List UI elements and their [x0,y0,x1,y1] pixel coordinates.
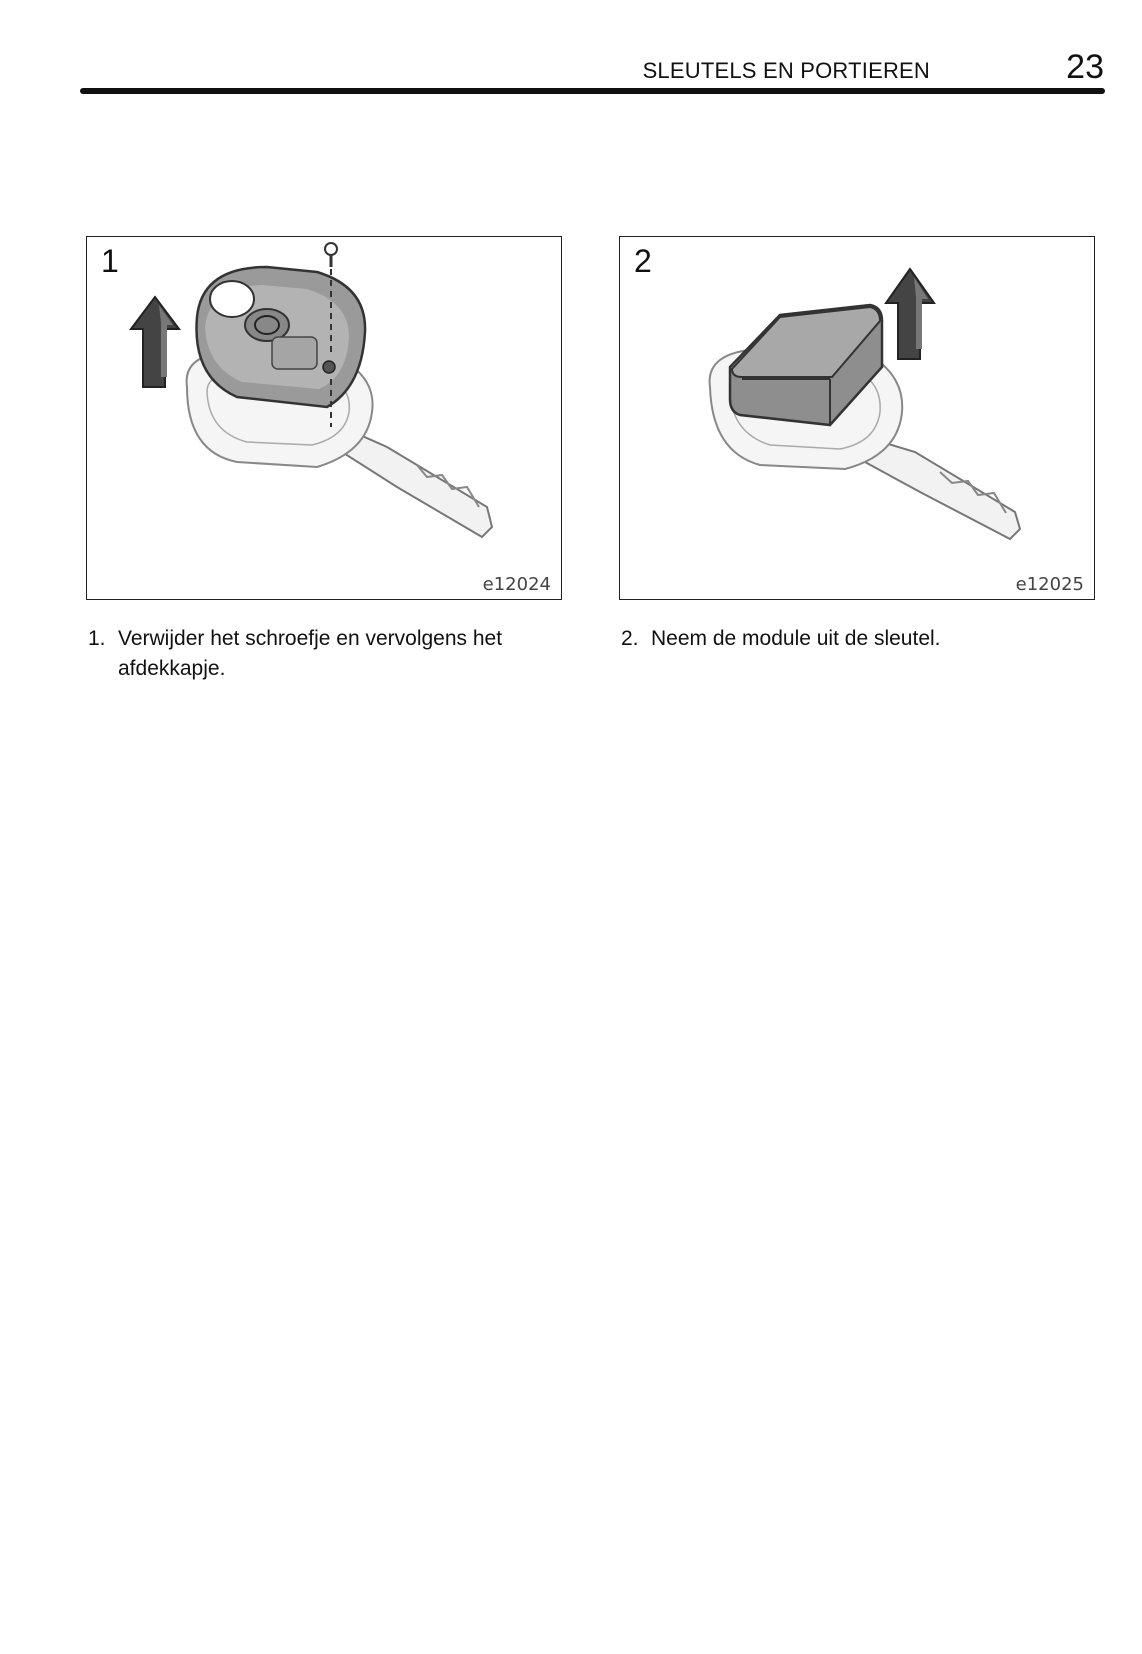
caption-text-continued: afdekkapje. [118,657,226,680]
section-title: SLEUTELS EN PORTIEREN [642,58,930,83]
figure-code: e12024 [482,574,551,595]
caption-2 [621,624,1091,654]
figure-number: 2 [634,243,652,279]
caption-number: 2. [621,627,639,650]
up-arrow-icon [131,297,179,387]
caption-text: Neem de module uit de sleutel. [651,627,941,650]
key-blade [865,437,1020,539]
figure-code: e12025 [1015,574,1084,595]
header-rule [80,88,1105,94]
caption-number: 1. [88,627,106,650]
figure-number: 1 [101,243,119,279]
up-arrow-icon [886,269,934,359]
module-removal-illustration [620,237,1094,599]
key-blade [342,427,492,537]
key-cover-removal-illustration [87,237,561,599]
figure-1 [86,236,562,600]
caption-1 [88,624,558,684]
figure-2 [619,236,1095,600]
page-number: 23 [1066,48,1104,86]
caption-text: Verwijder het schroefje en vervolgens het [118,627,503,650]
